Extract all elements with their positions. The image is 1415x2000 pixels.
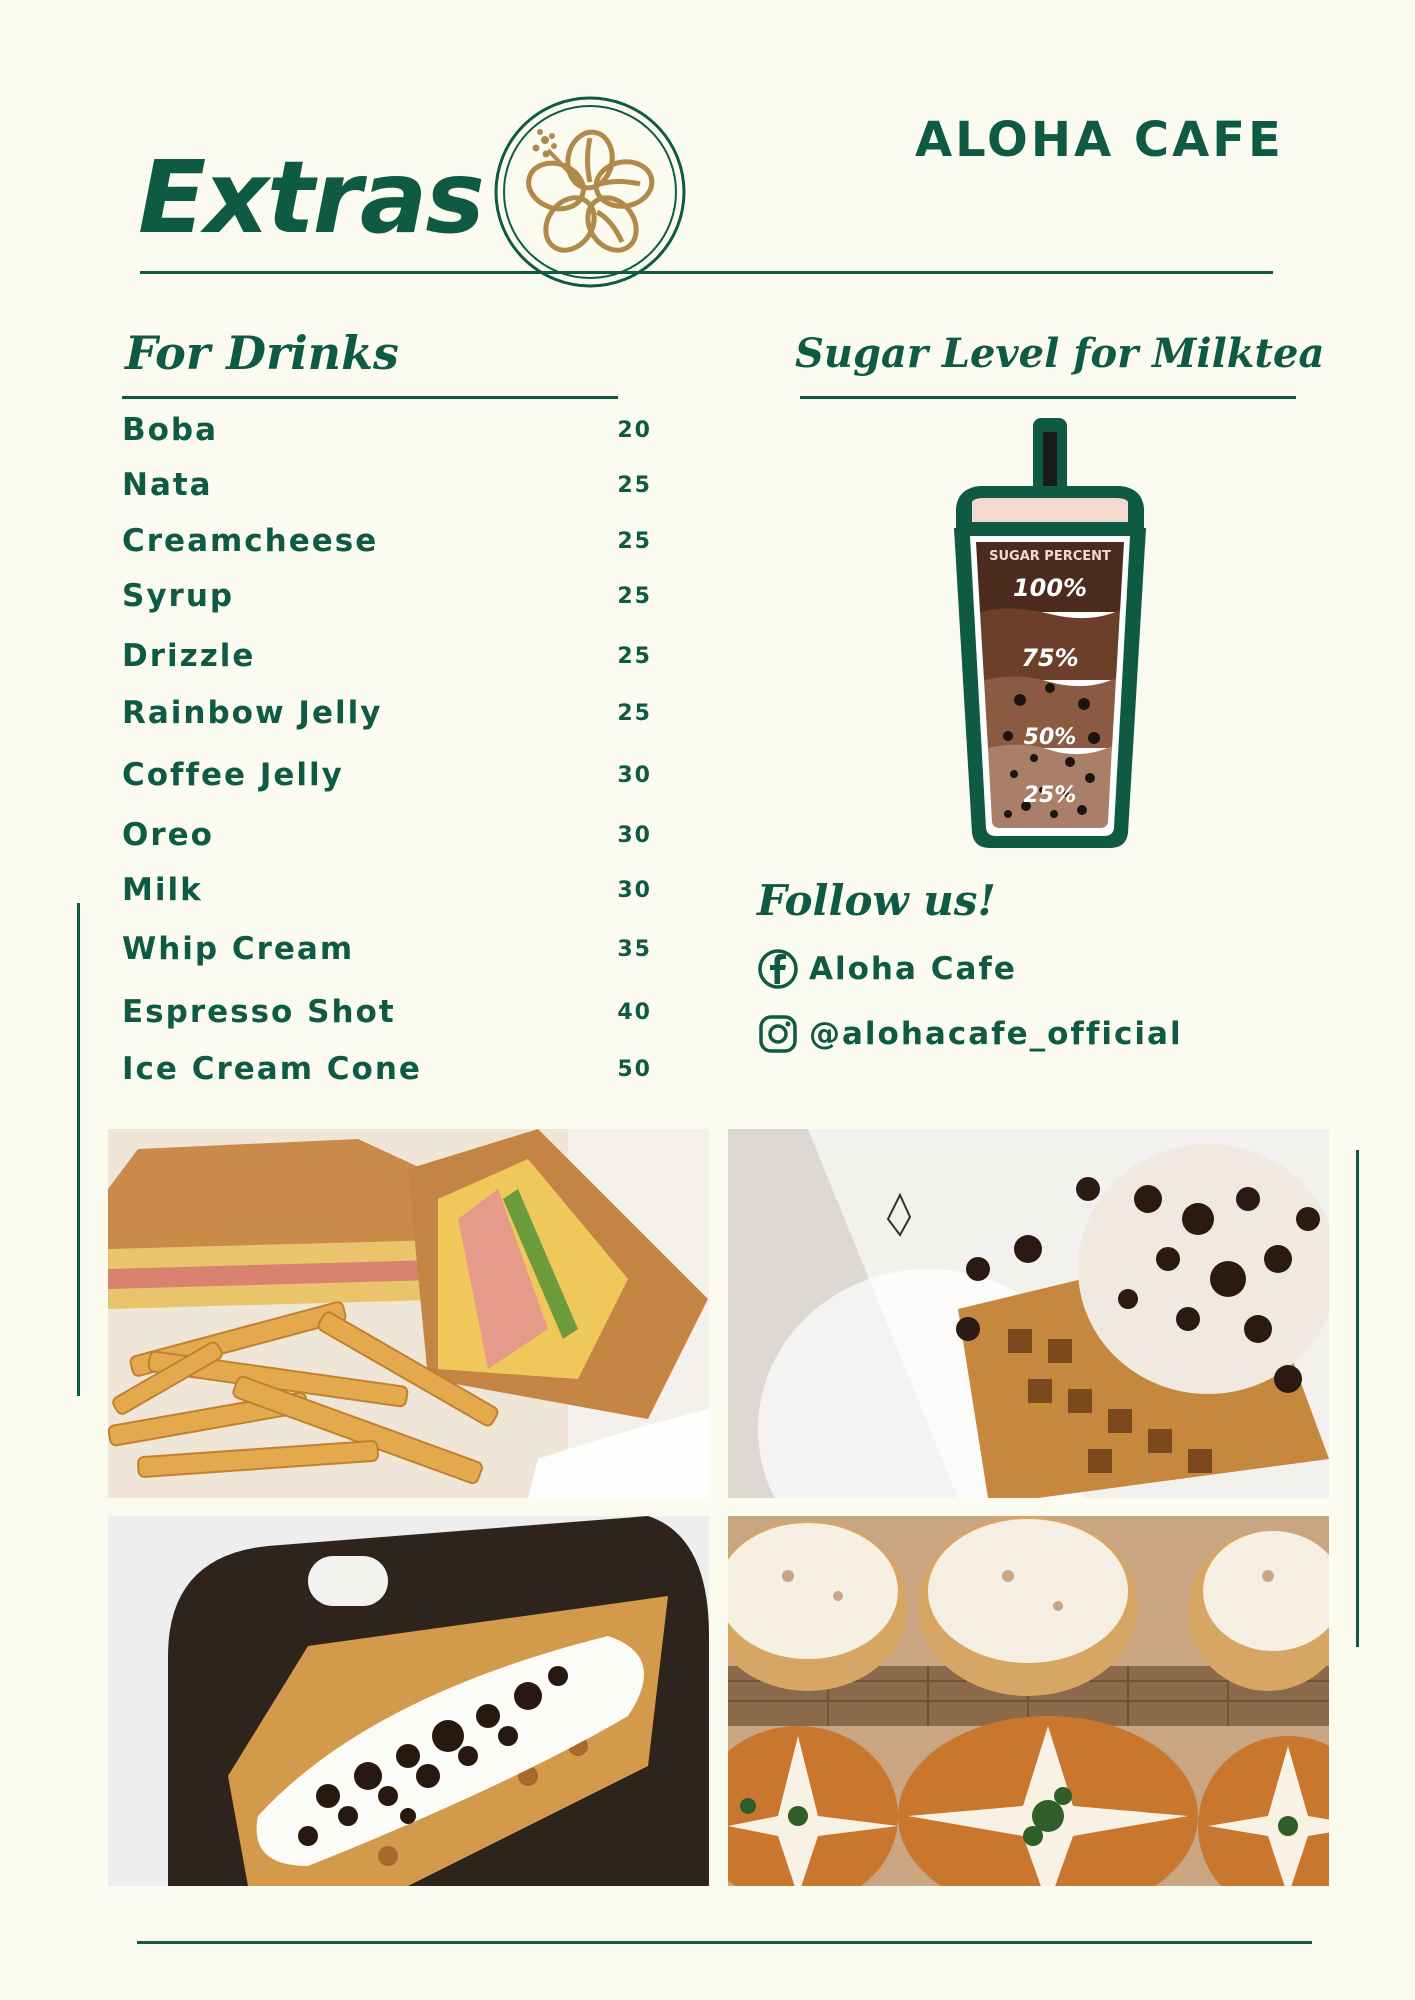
menu-item-name: Espresso Shot — [122, 994, 396, 1030]
header-divider — [140, 271, 1273, 274]
sugar-level-heading: Sugar Level for Milktea — [795, 330, 1325, 377]
oreo-waffle-photo — [728, 1129, 1329, 1498]
menu-item — [122, 817, 652, 857]
facebook-icon — [757, 948, 799, 990]
for-drinks-divider — [122, 396, 618, 399]
menu-item — [122, 467, 652, 507]
menu-item-name: Milk — [122, 872, 203, 908]
menu-item-price: 50 — [617, 1057, 652, 1082]
menu-item-price: 30 — [617, 823, 652, 848]
menu-item — [122, 578, 652, 618]
follow-us-heading: Follow us! — [757, 876, 996, 925]
facebook-link[interactable] — [757, 946, 1017, 992]
sugar-percent-label: SUGAR PERCENT — [989, 549, 1111, 564]
menu-item-name: Nata — [122, 467, 213, 503]
menu-item-price: 25 — [617, 584, 652, 609]
sugar-level-50: 50% — [1023, 725, 1077, 750]
club-sandwich-and-fries-photo — [108, 1129, 709, 1498]
menu-item-price: 40 — [617, 1000, 652, 1025]
menu-item-name: Ice Cream Cone — [122, 1051, 422, 1087]
menu-item-name: Syrup — [122, 578, 235, 614]
facebook-handle: Aloha Cafe — [809, 951, 1017, 987]
menu-item — [122, 638, 652, 678]
menu-item — [122, 757, 652, 797]
sugar-level-100: 100% — [1012, 574, 1088, 602]
menu-item — [122, 412, 652, 452]
menu-item-price: 25 — [617, 473, 652, 498]
left-accent-line — [77, 903, 80, 1396]
right-accent-line — [1356, 1150, 1359, 1647]
menu-item-price: 30 — [617, 878, 652, 903]
menu-item-price: 25 — [617, 701, 652, 726]
menu-item-price: 25 — [617, 529, 652, 554]
instagram-link[interactable] — [757, 1011, 1183, 1057]
menu-item-price: 30 — [617, 763, 652, 788]
menu-item-name: Whip Cream — [122, 931, 355, 967]
sugar-level-cup-illustration — [950, 418, 1150, 853]
instagram-icon — [757, 1013, 799, 1055]
menu-item-price: 20 — [617, 418, 652, 443]
aloha-cafe-logo — [490, 92, 690, 292]
menu-item-name: Oreo — [122, 817, 214, 853]
sugar-level-75: 75% — [1021, 644, 1079, 672]
menu-item-price: 35 — [617, 937, 652, 962]
instagram-handle: @alohacafe_official — [809, 1016, 1183, 1052]
sugar-level-25: 25% — [1023, 783, 1077, 808]
menu-item — [122, 523, 652, 563]
menu-item-name: Creamcheese — [122, 523, 379, 559]
footer-divider — [137, 1941, 1312, 1944]
menu-item — [122, 695, 652, 735]
menu-item-price: 25 — [617, 644, 652, 669]
menu-item — [122, 1051, 652, 1091]
menu-item-name: Boba — [122, 412, 219, 448]
menu-item-name: Drizzle — [122, 638, 256, 674]
menu-item — [122, 994, 652, 1034]
menu-item — [122, 872, 652, 912]
menu-item — [122, 931, 652, 971]
menu-item-name: Coffee Jelly — [122, 757, 344, 793]
page-title: Extras — [138, 139, 483, 256]
brand-name: ALOHA CAFE — [915, 112, 1284, 168]
sugar-level-divider — [800, 396, 1296, 399]
for-drinks-heading: For Drinks — [125, 326, 399, 380]
oreo-cream-waffle-tray-photo — [108, 1516, 709, 1886]
menu-item-name: Rainbow Jelly — [122, 695, 383, 731]
cinnamon-rolls-and-cheese-buns-photo — [728, 1516, 1329, 1886]
